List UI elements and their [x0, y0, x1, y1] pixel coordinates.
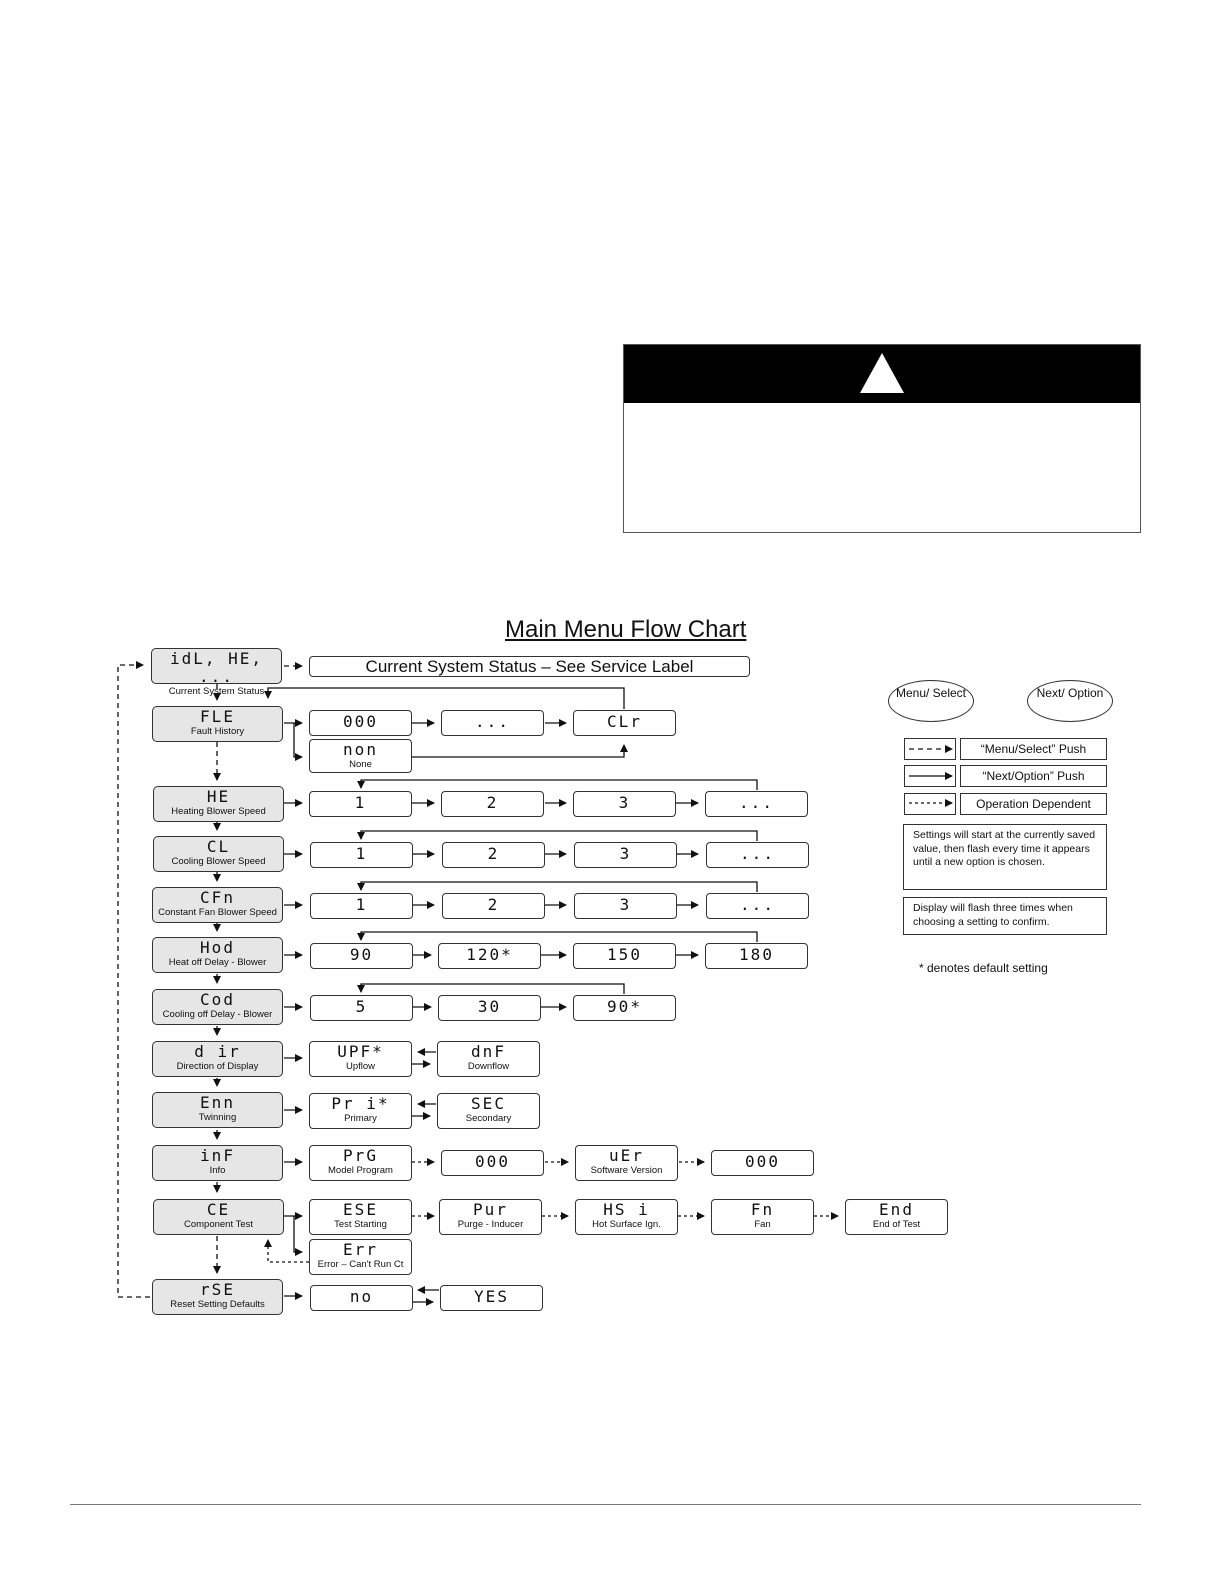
option-code: 3 — [618, 793, 631, 812]
menu-label: Component Test — [183, 1219, 253, 1230]
default-setting-note: * denotes default setting — [919, 961, 1048, 975]
menu-fault-history — [152, 706, 283, 742]
option-code: 1 — [355, 844, 368, 863]
option-label: Downflow — [467, 1061, 510, 1072]
option-heating-2 — [441, 791, 544, 817]
option-constant-fan-2 — [442, 893, 545, 919]
option-hot-surface-ign — [575, 1199, 678, 1235]
menu-label: Current System Status — [168, 686, 265, 697]
legend-dashed-sample — [904, 738, 956, 760]
option-code: 2 — [487, 844, 500, 863]
option-fault-more — [441, 710, 544, 736]
option-code: 000 — [745, 1152, 780, 1171]
menu-code: rSE — [200, 1280, 235, 1299]
legend-solid-label: “Next/Option” Push — [960, 765, 1107, 787]
option-code: 180 — [739, 945, 774, 964]
option-constant-fan-more — [706, 893, 809, 919]
menu-twinning — [152, 1092, 283, 1128]
option-reset-no — [310, 1285, 413, 1311]
option-fault-none — [309, 739, 412, 773]
menu-cooling-blower-speed — [153, 836, 284, 872]
menu-reset-setting-defaults — [152, 1279, 283, 1315]
legend-menu-select-button: Menu/ Select — [888, 680, 974, 722]
legend-dotted-label: Operation Dependent — [960, 793, 1107, 815]
menu-code: inF — [200, 1146, 235, 1165]
legend-dashed-label: “Menu/Select” Push — [960, 738, 1107, 760]
option-model-program — [309, 1145, 412, 1181]
option-cooling-more — [706, 842, 809, 868]
option-test-starting — [309, 1199, 412, 1235]
option-heat-off-180 — [705, 943, 808, 969]
option-code: 000 — [343, 712, 378, 731]
menu-code: CFn — [200, 888, 235, 907]
option-end-of-test — [845, 1199, 948, 1235]
menu-label: Direction of Display — [176, 1061, 259, 1072]
menu-label: Cooling off Delay - Blower — [162, 1009, 273, 1020]
option-cool-off-5 — [310, 995, 413, 1021]
option-label: Software Version — [590, 1165, 663, 1176]
chart-title: Main Menu Flow Chart — [505, 616, 747, 643]
option-constant-fan-3 — [574, 893, 677, 919]
option-label: Test Starting — [334, 1219, 387, 1230]
option-code: ... — [475, 712, 510, 731]
option-label: Fan — [754, 1219, 771, 1230]
option-code: 3 — [619, 895, 632, 914]
option-label: Hot Surface Ign. — [592, 1219, 661, 1230]
option-reset-yes — [440, 1285, 543, 1311]
option-heating-3 — [573, 791, 676, 817]
menu-constant-fan-blower-speed — [152, 887, 283, 923]
menu-label: Heating Blower Speed — [171, 806, 266, 817]
option-code: ESE — [343, 1200, 378, 1219]
option-code: PrG — [343, 1146, 378, 1165]
legend-dotted-sample — [904, 793, 956, 815]
legend-solid-sample — [904, 765, 956, 787]
option-label: End of Test — [872, 1219, 921, 1230]
option-code: 1 — [355, 895, 368, 914]
legend-next-option-button: Next/ Option — [1027, 680, 1113, 722]
option-upflow — [309, 1041, 412, 1077]
option-code: UPF* — [337, 1042, 384, 1061]
legend-note-flash: Display will flash three times when choosing a setting to confirm. — [903, 897, 1107, 935]
option-constant-fan-1 — [310, 893, 413, 919]
menu-label: Info — [209, 1165, 226, 1176]
option-code: 150 — [607, 945, 642, 964]
option-code: uEr — [609, 1146, 644, 1165]
option-cooling-1 — [310, 842, 413, 868]
option-code: End — [879, 1200, 914, 1219]
option-code: Pr i* — [331, 1094, 390, 1113]
option-code: ... — [740, 844, 775, 863]
option-version-number — [711, 1150, 814, 1176]
option-secondary — [437, 1093, 540, 1129]
option-code: non — [343, 740, 378, 759]
menu-heating-blower-speed — [153, 786, 284, 822]
option-cool-off-90 — [573, 995, 676, 1021]
option-label: Model Program — [328, 1165, 393, 1176]
option-downflow — [437, 1041, 540, 1077]
menu-label: Constant Fan Blower Speed — [158, 907, 277, 918]
menu-direction-of-display — [152, 1041, 283, 1077]
menu-label: Heat off Delay - Blower — [168, 957, 267, 968]
menu-label: Fault History — [190, 726, 245, 737]
option-code: dnF — [471, 1042, 506, 1061]
menu-code: CE — [206, 1200, 231, 1219]
option-code: 2 — [487, 895, 500, 914]
option-code: 30 — [477, 997, 502, 1016]
status-description-box: Current System Status – See Service Label — [309, 656, 750, 677]
option-code: no — [349, 1287, 374, 1306]
menu-code: HE — [206, 787, 231, 806]
option-purge-inducer — [439, 1199, 542, 1235]
option-label: Purge - Inducer — [457, 1219, 524, 1230]
option-code: Pur — [473, 1200, 508, 1219]
option-code: Fn — [750, 1200, 775, 1219]
option-code: YES — [474, 1287, 509, 1306]
option-code: 120* — [466, 945, 513, 964]
menu-code: Cod — [200, 990, 235, 1009]
option-primary — [309, 1093, 412, 1129]
menu-current-system-status — [151, 648, 282, 697]
option-code: 90* — [607, 997, 642, 1016]
option-label: None — [349, 759, 372, 770]
menu-code: CL — [206, 837, 231, 856]
option-cooling-2 — [442, 842, 545, 868]
option-heating-more — [705, 791, 808, 817]
option-code: ... — [740, 895, 775, 914]
menu-label: Cooling Blower Speed — [171, 856, 266, 867]
option-fault-clear — [573, 710, 676, 736]
option-code: 1 — [354, 793, 367, 812]
option-code: HS i — [603, 1200, 650, 1219]
menu-code: d ir — [194, 1042, 241, 1061]
menu-info — [152, 1145, 283, 1181]
option-label: Secondary — [465, 1113, 512, 1124]
option-heat-off-120 — [438, 943, 541, 969]
option-label: Primary — [344, 1113, 377, 1124]
option-cooling-3 — [574, 842, 677, 868]
menu-code: Hod — [200, 938, 235, 957]
menu-code: FLE — [200, 707, 235, 726]
option-heat-off-150 — [573, 943, 676, 969]
option-model-number — [441, 1150, 544, 1176]
option-code: SEC — [471, 1094, 506, 1113]
option-fault-code — [309, 710, 412, 736]
option-heat-off-90 — [310, 943, 413, 969]
footer-rule — [70, 1504, 1141, 1505]
option-heating-1 — [309, 791, 412, 817]
menu-cooling-off-delay — [152, 989, 283, 1025]
option-code: 5 — [355, 997, 368, 1016]
option-code: ... — [739, 793, 774, 812]
option-code: 90 — [349, 945, 374, 964]
menu-code: Enn — [200, 1093, 235, 1112]
menu-heat-off-delay — [152, 937, 283, 973]
option-code: 3 — [619, 844, 632, 863]
option-fan — [711, 1199, 814, 1235]
menu-label: Reset Setting Defaults — [170, 1299, 265, 1310]
legend-note-settings: Settings will start at the currently saved value, then flash every time it appears until a new option is chosen. — [903, 824, 1107, 890]
option-code: 2 — [486, 793, 499, 812]
option-cool-off-30 — [438, 995, 541, 1021]
menu-label: Twinning — [198, 1112, 237, 1123]
option-code: Err — [343, 1240, 378, 1259]
option-code: CLr — [607, 712, 642, 731]
option-software-version — [575, 1145, 678, 1181]
option-label: Error – Can't Run Ct — [317, 1259, 404, 1270]
option-code: 000 — [475, 1152, 510, 1171]
menu-code: idL, HE, ... — [169, 649, 264, 686]
menu-component-test — [153, 1199, 284, 1235]
option-component-error — [309, 1239, 412, 1275]
option-label: Upflow — [345, 1061, 376, 1072]
